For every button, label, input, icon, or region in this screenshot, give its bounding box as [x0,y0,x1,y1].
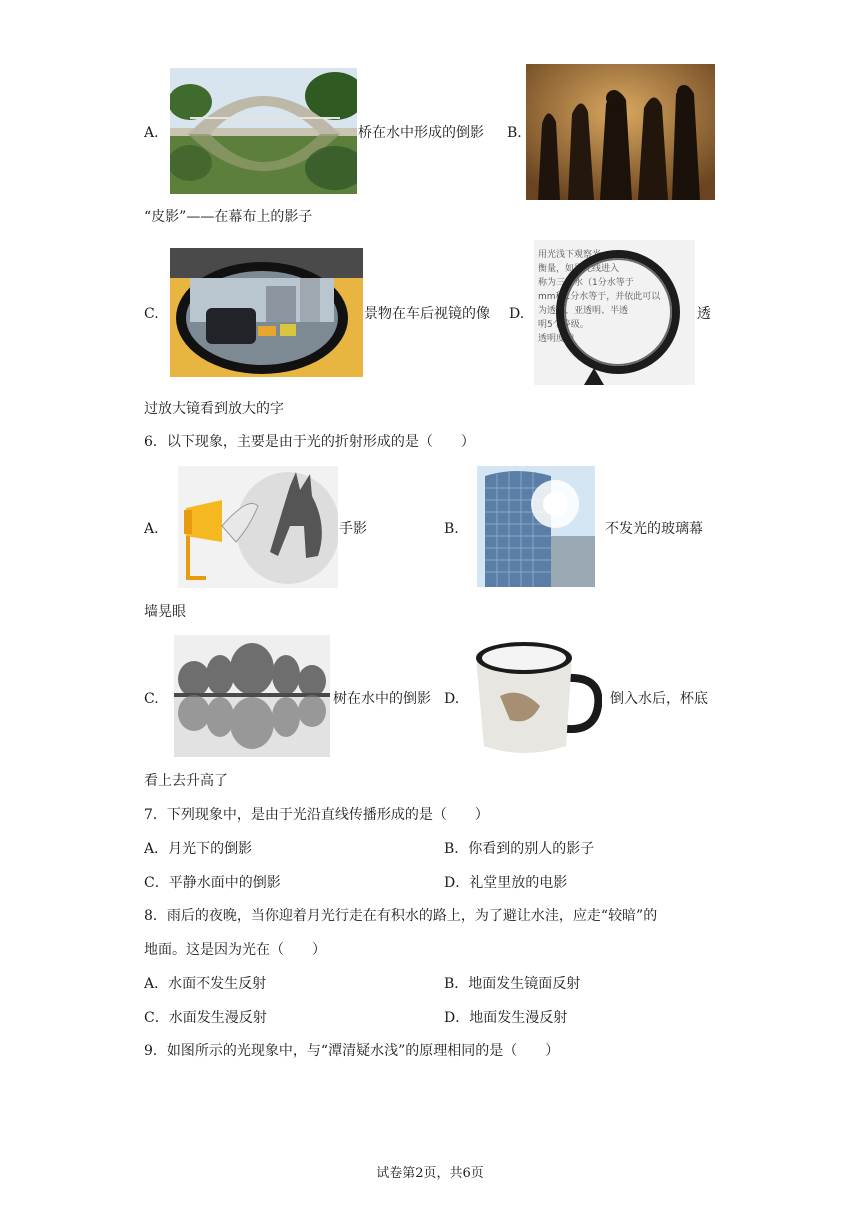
q5-option-c-letter: C. [144,306,159,322]
shadow-puppet-image [526,64,715,200]
q6-stem: 6．以下现象，主要是由于光的折射形成的是（ ） [144,434,475,450]
hand-shadow-image [178,466,338,588]
bridge-reflection-image [170,68,357,194]
cup-image [470,636,602,757]
q8-stem-line-1: 8．雨后的夜晚，当你迎着月光行走在有积水的路上，为了避让水洼，应走“较暗”的 [144,908,658,924]
q5-option-c-text: 景物在车后视镜的像 [364,306,490,322]
q9-stem: 9．如图所示的光现象中，与“潭清疑水浅”的原理相同的是（ ） [144,1043,560,1059]
q6-option-d-letter: D. [444,691,460,707]
q6-option-c-letter: C. [144,691,159,707]
car-mirror-image [170,248,363,377]
magnifier-page-text: 用光浅下观察光 衡量，如果光线进入 称为三分水（1分水等于 mm称1分水等于，并依此可以 为透明、亚透明、半透 明5个等级。 透明度的 [538,250,661,344]
q6-option-a-text: 手影 [339,521,367,537]
q6-option-b-text-1: 不发光的玻璃幕 [605,521,703,537]
q5-option-d-letter: D. [509,306,525,322]
q6-option-c-text: 树在水中的倒影 [333,691,431,707]
q8-option-c: C．水面发生漫反射 [144,1010,267,1026]
q8-option-a: A．水面不发生反射 [144,976,267,992]
magnifier-image [534,240,695,385]
q5-option-b-letter: B. [507,125,522,141]
q7-option-d: D．礼堂里放的电影 [444,875,568,891]
q8-option-b: B．地面发生镜面反射 [444,976,581,992]
page-footer: 试卷第2页，共6页 [376,1166,484,1181]
q6-option-d-text-1: 倒入水后，杯底 [610,691,708,707]
q5-option-a-letter: A. [144,125,159,141]
q7-option-b: B．你看到的别人的影子 [444,841,595,857]
q5-option-d-text-2: 过放大镜看到放大的字 [144,401,284,417]
q6-option-b-letter: B. [444,521,459,537]
q5-option-a-text: 桥在水中形成的倒影 [358,125,484,141]
q8-stem-line-2: 地面。这是因为光在（ ） [144,942,326,958]
q6-option-d-text-2: 看上去升高了 [144,773,228,789]
q6-option-a-letter: A. [144,521,159,537]
q5-option-d-text-1: 透 [697,306,711,322]
q7-stem: 7．下列现象中，是由于光沿直线传播形成的是（ ） [144,807,489,823]
q7-option-a: A．月光下的倒影 [144,841,253,857]
q5-option-b-text: “皮影”——在幕布上的影子 [144,209,313,225]
tree-reflection-image [174,635,330,757]
q7-option-c: C．平静水面中的倒影 [144,875,281,891]
glass-curtain-wall-image [477,466,595,587]
q8-option-d: D．地面发生漫反射 [444,1010,568,1026]
q6-option-b-text-2: 墙晃眼 [144,604,186,620]
